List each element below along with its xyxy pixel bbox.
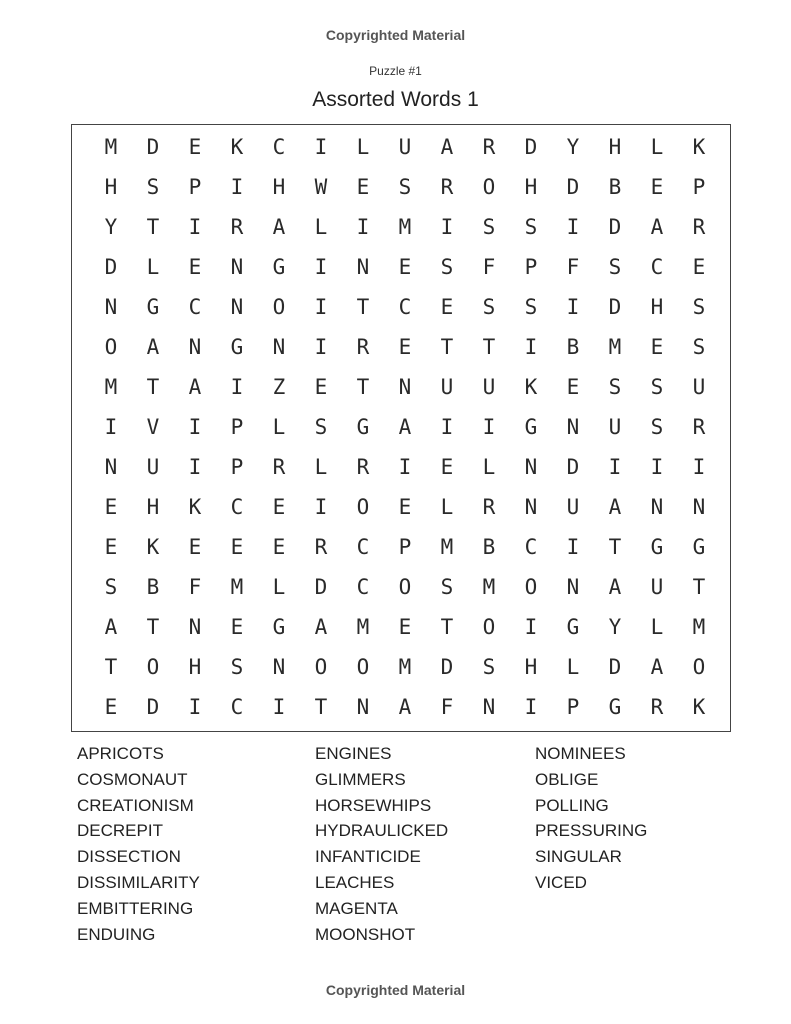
grid-cell: N [566,575,580,599]
grid-cell: N [272,335,286,359]
grid-cell: P [692,175,706,199]
grid-cell: M [356,615,370,639]
word-list-item: EMBITTERING [77,898,194,918]
grid-cell: H [104,175,118,199]
grid-cell: S [230,655,244,679]
word-list-item: DECREPIT [77,821,163,841]
grid-cell: S [650,375,664,399]
grid-cell: T [314,695,328,719]
grid-row [72,287,730,327]
grid-cell: I [314,135,328,159]
grid-cell: S [524,295,538,319]
grid-cell: F [566,255,580,279]
grid-cell: I [314,255,328,279]
grid-cell: U [566,495,580,519]
grid-cell: P [188,175,202,199]
grid-cell: A [398,695,412,719]
grid-cell: M [398,655,412,679]
grid-cell: F [440,695,454,719]
puzzle-number: Puzzle #1 [369,64,422,78]
grid-cell: U [692,375,706,399]
copyright-footer: Copyrighted Material [325,982,466,998]
grid-cell: H [650,295,664,319]
grid-cell: E [314,375,328,399]
grid-cell: N [566,415,580,439]
grid-cell: G [146,295,160,319]
grid-cell: M [398,215,412,239]
grid-cell: D [314,575,328,599]
grid-cell: I [314,295,328,319]
grid-row [72,607,730,647]
grid-cell: G [650,535,664,559]
grid-cell: A [608,575,622,599]
grid-cell: G [230,335,244,359]
grid-cell: S [146,175,160,199]
grid-cell: A [440,135,454,159]
grid-cell: R [650,695,664,719]
grid-cell: O [482,175,496,199]
grid-cell: G [272,615,286,639]
grid-cell: O [356,655,370,679]
grid-cell: R [692,415,706,439]
grid-cell: E [692,255,706,279]
grid-cell: T [104,655,118,679]
grid-row [72,487,730,527]
grid-cell: C [188,295,202,319]
grid-cell: N [356,695,370,719]
grid-cell: G [524,415,538,439]
grid-cell: K [692,695,706,719]
grid-cell: C [398,295,412,319]
grid-cell: E [650,175,664,199]
grid-cell: E [356,175,370,199]
grid-cell: S [314,415,328,439]
word-list-item: POLLING [535,795,609,815]
grid-cell: R [440,175,454,199]
grid-cell: S [692,335,706,359]
grid-cell: U [146,455,160,479]
word-list-item: HORSEWHIPS [315,795,432,815]
grid-cell: E [104,535,118,559]
grid-cell: T [146,375,160,399]
grid-cell: I [314,495,328,519]
grid-cell: D [104,255,118,279]
grid-cell: O [482,615,496,639]
grid-cell: I [566,295,580,319]
word-list-item: GLIMMERS [315,769,406,789]
grid-cell: D [440,655,454,679]
grid-cell: H [524,655,538,679]
grid-cell: T [482,335,496,359]
grid-cell: I [566,215,580,239]
grid-cell: L [314,455,328,479]
grid-cell: T [440,335,454,359]
word-list-column-1 [77,741,200,947]
grid-cell: T [692,575,706,599]
grid-cell: S [440,575,454,599]
grid-row [72,567,730,607]
grid-cell: E [398,615,412,639]
grid-cell: I [524,335,538,359]
grid-cell: B [608,175,622,199]
grid-cell: D [146,135,160,159]
grid-cell: H [188,655,202,679]
grid-cell: I [230,175,244,199]
grid-cell: O [146,655,160,679]
word-list-item: MOONSHOT [315,924,416,944]
grid-cell: A [104,615,118,639]
grid-cell: O [692,655,706,679]
grid-cell: B [146,575,160,599]
grid-cell: S [482,295,496,319]
grid-cell: M [692,615,706,639]
grid-cell: I [230,375,244,399]
grid-row [72,127,730,167]
grid-cell: G [272,255,286,279]
grid-cell: I [314,335,328,359]
grid-cell: N [104,455,118,479]
grid-cell: I [566,535,580,559]
grid-cell: E [272,495,286,519]
grid-cell: R [356,455,370,479]
word-list [0,741,791,951]
grid-cell: A [188,375,202,399]
grid-cell: L [650,615,664,639]
grid-cell: C [230,695,244,719]
grid-cell: M [230,575,244,599]
grid-cell: A [650,655,664,679]
grid-cell: O [104,335,118,359]
grid-cell: L [566,655,580,679]
grid-cell: L [440,495,454,519]
grid-cell: E [188,135,202,159]
grid-cell: N [230,295,244,319]
grid-cell: E [104,495,118,519]
grid-cell: S [398,175,412,199]
grid-cell: M [440,535,454,559]
grid-cell: P [566,695,580,719]
grid-cell: P [398,535,412,559]
grid-cell: R [482,135,496,159]
grid-row [72,407,730,447]
grid-cell: I [398,455,412,479]
grid-cell: N [650,495,664,519]
grid-row [72,327,730,367]
grid-cell: E [440,455,454,479]
grid-cell: K [188,495,202,519]
grid-cell: D [608,295,622,319]
grid-cell: I [440,215,454,239]
grid-cell: I [356,215,370,239]
word-list-item: CREATIONISM [77,795,194,815]
grid-cell: I [272,695,286,719]
grid-cell: Y [608,615,622,639]
grid-cell: O [314,655,328,679]
grid-cell: E [188,535,202,559]
grid-cell: S [692,295,706,319]
word-list-item: ENGINES [315,744,392,763]
word-search-grid [71,124,731,732]
grid-cell: K [146,535,160,559]
grid-cell: G [692,535,706,559]
grid-cell: A [650,215,664,239]
word-list-item: PRESSURING [535,821,648,841]
grid-cell: K [524,375,538,399]
grid-cell: I [188,215,202,239]
grid-cell: Z [272,375,286,399]
grid-cell: B [482,535,496,559]
grid-cell: L [650,135,664,159]
grid-cell: U [482,375,496,399]
word-list-column-2 [315,741,448,947]
grid-cell: D [566,175,580,199]
grid-cell: S [482,215,496,239]
grid-cell: A [608,495,622,519]
grid-cell: R [272,455,286,479]
grid-cell: C [356,575,370,599]
grid-cell: F [188,575,202,599]
grid-cell: E [398,495,412,519]
grid-cell: I [482,415,496,439]
grid-cell: L [272,575,286,599]
grid-cell: Y [566,135,580,159]
grid-cell: S [104,575,118,599]
grid-cell: E [230,615,244,639]
grid-cell: U [650,575,664,599]
grid-cell: C [230,495,244,519]
grid-cell: M [608,335,622,359]
grid-row [72,367,730,407]
grid-cell: A [272,215,286,239]
copyright-header: Copyrighted Material [325,27,466,43]
grid-cell: I [188,695,202,719]
grid-cell: G [566,615,580,639]
word-list-item: ENDUING [77,924,156,944]
grid-cell: W [314,175,328,199]
grid-cell: D [146,695,160,719]
grid-cell: P [230,455,244,479]
word-list-item: OBLIGE [535,769,599,789]
grid-cell: T [356,295,370,319]
word-list-item: MAGENTA [315,898,398,918]
grid-cell: M [104,135,118,159]
grid-row [72,647,730,687]
grid-cell: E [188,255,202,279]
grid-cell: D [524,135,538,159]
grid-cell: N [230,255,244,279]
grid-cell: M [482,575,496,599]
grid-cell: K [230,135,244,159]
grid-cell: I [524,695,538,719]
grid-cell: R [356,335,370,359]
grid-cell: C [356,535,370,559]
grid-cell: V [146,415,160,439]
grid-cell: N [482,695,496,719]
grid-cell: L [146,255,160,279]
grid-row [72,167,730,207]
word-list-item: NOMINEES [535,744,626,763]
grid-cell: E [566,375,580,399]
grid-cell: O [272,295,286,319]
grid-cell: L [314,215,328,239]
grid-cell: O [398,575,412,599]
grid-cell: U [608,415,622,439]
grid-cell: I [524,615,538,639]
grid-cell: I [692,455,706,479]
grid-cell: A [146,335,160,359]
grid-cell: E [230,535,244,559]
grid-cell: E [440,295,454,319]
grid-cell: M [104,375,118,399]
grid-cell: O [356,495,370,519]
grid-cell: N [398,375,412,399]
word-list-item: INFANTICIDE [315,847,421,867]
grid-row [72,207,730,247]
grid-cell: I [608,455,622,479]
grid-cell: H [146,495,160,519]
grid-cell: P [524,255,538,279]
word-list-item: VICED [535,872,587,892]
word-list-item: LEACHES [315,872,395,892]
grid-cell: R [692,215,706,239]
grid-cell: S [440,255,454,279]
grid-cell: E [104,695,118,719]
grid-cell: T [608,535,622,559]
word-list-item: SINGULAR [535,847,622,867]
grid-cell: G [356,415,370,439]
grid-cell: I [188,455,202,479]
grid-cell: G [608,695,622,719]
grid-cell: N [272,655,286,679]
grid-cell: S [608,255,622,279]
grid-cell: N [356,255,370,279]
grid-cell: Y [104,215,118,239]
grid-cell: A [398,415,412,439]
grid-cell: U [398,135,412,159]
grid-cell: D [566,455,580,479]
grid-row [72,527,730,567]
grid-cell: F [482,255,496,279]
grid-cell: N [692,495,706,519]
grid-cell: L [272,415,286,439]
grid-cell: E [398,335,412,359]
grid-cell: N [188,335,202,359]
word-list-item: APRICOTS [77,744,164,763]
grid-cell: K [692,135,706,159]
grid-cell: T [146,215,160,239]
grid-cell: C [650,255,664,279]
grid-cell: S [650,415,664,439]
grid-row [72,247,730,287]
grid-cell: H [608,135,622,159]
grid-cell: I [650,455,664,479]
grid-cell: C [272,135,286,159]
grid-cell: N [524,495,538,519]
grid-cell: E [398,255,412,279]
grid-cell: S [524,215,538,239]
grid-cell: H [272,175,286,199]
grid-cell: I [104,415,118,439]
grid-cell: T [440,615,454,639]
word-list-column-3 [535,741,647,896]
grid-row [72,447,730,487]
grid-cell: E [650,335,664,359]
grid-cell: I [440,415,454,439]
grid-cell: T [356,375,370,399]
grid-cell: R [230,215,244,239]
word-list-item: DISSECTION [77,847,181,867]
grid-cell: U [440,375,454,399]
grid-cell: E [272,535,286,559]
grid-cell: N [188,615,202,639]
word-list-item: COSMONAUT [77,769,188,789]
puzzle-title: Assorted Words 1 [312,88,479,111]
grid-cell: L [482,455,496,479]
word-list-item: HYDRAULICKED [315,821,449,841]
grid-cell: L [356,135,370,159]
grid-cell: S [482,655,496,679]
grid-cell: I [188,415,202,439]
grid-cell: R [482,495,496,519]
grid-cell: S [608,375,622,399]
grid-cell: D [608,655,622,679]
grid-cell: N [524,455,538,479]
grid-cell: P [230,415,244,439]
grid-cell: A [314,615,328,639]
grid-row [72,687,730,727]
grid-cell: N [104,295,118,319]
grid-cell: H [524,175,538,199]
grid-cell: T [146,615,160,639]
word-list-item: DISSIMILARITY [77,872,200,892]
grid-cell: B [566,335,580,359]
grid-cell: D [608,215,622,239]
grid-cell: C [524,535,538,559]
grid-cell: R [314,535,328,559]
grid-cell: O [524,575,538,599]
